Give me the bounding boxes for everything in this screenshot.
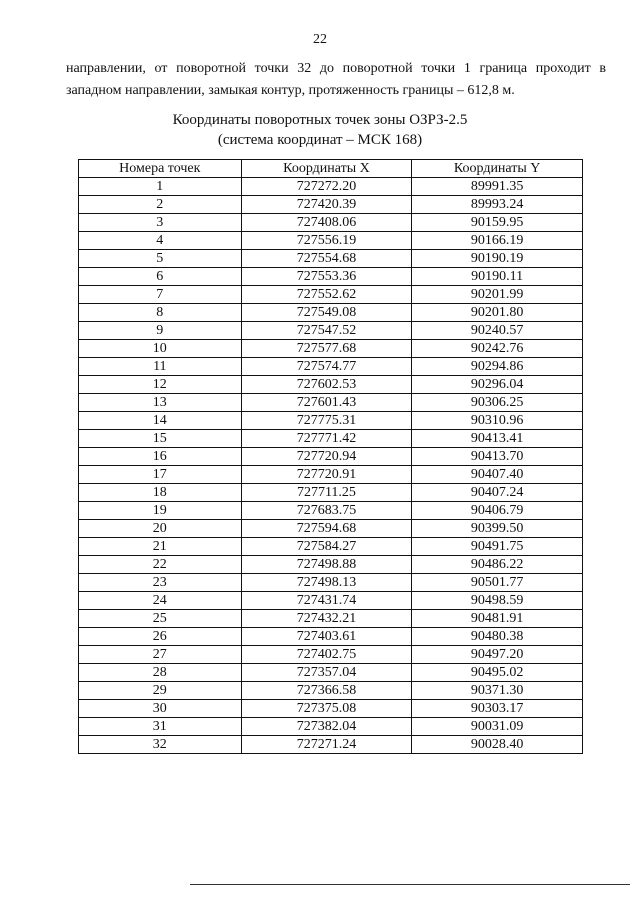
cell-point-number: 32	[79, 736, 242, 754]
cell-coordinate-y: 90407.24	[412, 484, 583, 502]
cell-coordinate-y: 90310.96	[412, 412, 583, 430]
cell-point-number: 11	[79, 358, 242, 376]
cell-coordinate-x: 727771.42	[241, 430, 412, 448]
cell-point-number: 13	[79, 394, 242, 412]
caption-coordinate-system: (система координат – МСК 168)	[217, 132, 423, 148]
cell-point-number: 6	[79, 268, 242, 286]
cell-point-number: 9	[79, 322, 242, 340]
table-row	[79, 538, 583, 556]
cell-coordinate-x: 727432.21	[241, 610, 412, 628]
cell-point-number: 10	[79, 340, 242, 358]
table-row	[79, 718, 583, 736]
cell-coordinate-y: 90480.38	[412, 628, 583, 646]
cell-point-number: 30	[79, 700, 242, 718]
cell-coordinate-y: 90497.20	[412, 646, 583, 664]
cell-coordinate-x: 727420.39	[241, 196, 412, 214]
table-row	[79, 304, 583, 322]
cell-coordinate-y: 90242.76	[412, 340, 583, 358]
cell-coordinate-x: 727584.27	[241, 538, 412, 556]
cell-coordinate-x: 727403.61	[241, 628, 412, 646]
cell-coordinate-x: 727720.94	[241, 448, 412, 466]
cell-coordinate-x: 727720.91	[241, 466, 412, 484]
cell-coordinate-y: 90407.40	[412, 466, 583, 484]
header-coordinate-x: Координаты X	[241, 160, 412, 178]
cell-coordinate-y: 90240.57	[412, 322, 583, 340]
cell-coordinate-x: 727547.52	[241, 322, 412, 340]
table-row	[79, 232, 583, 250]
coordinates-table	[78, 159, 583, 754]
cell-coordinate-x: 727431.74	[241, 592, 412, 610]
cell-coordinate-x: 727711.25	[241, 484, 412, 502]
cell-coordinate-y: 90371.30	[412, 682, 583, 700]
cell-point-number: 27	[79, 646, 242, 664]
table-row	[79, 700, 583, 718]
table-row	[79, 664, 583, 682]
cell-coordinate-x: 727408.06	[241, 214, 412, 232]
cell-point-number: 4	[79, 232, 242, 250]
table-row	[79, 412, 583, 430]
cell-coordinate-x: 727556.19	[241, 232, 412, 250]
table-row	[79, 340, 583, 358]
cell-point-number: 22	[79, 556, 242, 574]
cell-coordinate-y: 90501.77	[412, 574, 583, 592]
header-coordinate-y: Координаты Y	[412, 160, 583, 178]
cell-point-number: 24	[79, 592, 242, 610]
table-row	[79, 556, 583, 574]
table-row	[79, 196, 583, 214]
table-row	[79, 502, 583, 520]
table-row	[79, 628, 583, 646]
table-row	[79, 214, 583, 232]
cell-point-number: 3	[79, 214, 242, 232]
cell-coordinate-y: 90495.02	[412, 664, 583, 682]
cell-coordinate-y: 90413.70	[412, 448, 583, 466]
cell-coordinate-x: 727574.77	[241, 358, 412, 376]
cell-coordinate-x: 727271.24	[241, 736, 412, 754]
table-row	[79, 448, 583, 466]
cell-point-number: 29	[79, 682, 242, 700]
cell-point-number: 8	[79, 304, 242, 322]
table-row	[79, 358, 583, 376]
cell-coordinate-y: 90486.22	[412, 556, 583, 574]
cell-point-number: 21	[79, 538, 242, 556]
cell-coordinate-x: 727402.75	[241, 646, 412, 664]
table-row	[79, 250, 583, 268]
cell-coordinate-y: 90201.99	[412, 286, 583, 304]
cell-coordinate-x: 727577.68	[241, 340, 412, 358]
cell-coordinate-y: 90201.80	[412, 304, 583, 322]
cell-coordinate-x: 727554.68	[241, 250, 412, 268]
table-caption	[0, 110, 640, 150]
cell-point-number: 18	[79, 484, 242, 502]
cell-coordinate-y: 89991.35	[412, 178, 583, 196]
cell-coordinate-y: 90399.50	[412, 520, 583, 538]
cell-coordinate-y: 90031.09	[412, 718, 583, 736]
cell-coordinate-y: 89993.24	[412, 196, 583, 214]
cell-coordinate-x: 727594.68	[241, 520, 412, 538]
cell-point-number: 25	[79, 610, 242, 628]
cell-point-number: 12	[79, 376, 242, 394]
cell-coordinate-x: 727683.75	[241, 502, 412, 520]
cell-coordinate-y: 90190.19	[412, 250, 583, 268]
table-row	[79, 682, 583, 700]
cell-point-number: 20	[79, 520, 242, 538]
cell-coordinate-x: 727601.43	[241, 394, 412, 412]
cell-coordinate-x: 727357.04	[241, 664, 412, 682]
cell-coordinate-y: 90481.91	[412, 610, 583, 628]
cell-coordinate-y: 90294.86	[412, 358, 583, 376]
intro-paragraph: направлении, от поворотной точки 32 до поворотной точки 1 граница проходит в западном направлении, замыкая контур, протяженность границы – 612,8 м.	[66, 61, 606, 98]
cell-coordinate-x: 727553.36	[241, 268, 412, 286]
table-row	[79, 736, 583, 754]
cell-point-number: 2	[79, 196, 242, 214]
cell-coordinate-y: 90413.41	[412, 430, 583, 448]
cell-coordinate-x: 727498.13	[241, 574, 412, 592]
cell-coordinate-x: 727602.53	[241, 376, 412, 394]
cell-coordinate-y: 90498.59	[412, 592, 583, 610]
cell-coordinate-x: 727552.62	[241, 286, 412, 304]
table-row	[79, 610, 583, 628]
cell-coordinate-y: 90406.79	[412, 502, 583, 520]
cell-point-number: 31	[79, 718, 242, 736]
cell-point-number: 23	[79, 574, 242, 592]
cell-point-number: 15	[79, 430, 242, 448]
cell-point-number: 16	[79, 448, 242, 466]
table-row	[79, 592, 583, 610]
cell-coordinate-x: 727375.08	[241, 700, 412, 718]
table-row	[79, 322, 583, 340]
cell-coordinate-y: 90028.40	[412, 736, 583, 754]
cell-point-number: 28	[79, 664, 242, 682]
cell-coordinate-x: 727498.88	[241, 556, 412, 574]
cell-point-number: 5	[79, 250, 242, 268]
cell-coordinate-y: 90166.19	[412, 232, 583, 250]
table-header-row	[79, 160, 583, 178]
table-row	[79, 430, 583, 448]
cell-coordinate-y: 90159.95	[412, 214, 583, 232]
cell-coordinate-y: 90306.25	[412, 394, 583, 412]
cell-coordinate-y: 90190.11	[412, 268, 583, 286]
header-point-number: Номера точек	[79, 160, 242, 178]
table-row	[79, 376, 583, 394]
table-row	[79, 178, 583, 196]
caption-title: Координаты поворотных точек зоны ОЗРЗ-2.5	[172, 112, 468, 128]
page-number: 22	[313, 32, 327, 47]
cell-coordinate-x: 727366.58	[241, 682, 412, 700]
cell-point-number: 19	[79, 502, 242, 520]
cell-point-number: 7	[79, 286, 242, 304]
table-row	[79, 646, 583, 664]
cell-coordinate-x: 727549.08	[241, 304, 412, 322]
cell-coordinate-y: 90296.04	[412, 376, 583, 394]
cell-coordinate-y: 90303.17	[412, 700, 583, 718]
table-row	[79, 520, 583, 538]
cell-coordinate-x: 727272.20	[241, 178, 412, 196]
table-row	[79, 466, 583, 484]
table-row	[79, 484, 583, 502]
cell-coordinate-x: 727775.31	[241, 412, 412, 430]
cell-point-number: 26	[79, 628, 242, 646]
table-row	[79, 574, 583, 592]
cell-coordinate-x: 727382.04	[241, 718, 412, 736]
table-body	[79, 178, 583, 754]
table-row	[79, 268, 583, 286]
cell-point-number: 14	[79, 412, 242, 430]
bottom-rule	[190, 884, 630, 885]
cell-point-number: 17	[79, 466, 242, 484]
cell-coordinate-y: 90491.75	[412, 538, 583, 556]
table-row	[79, 394, 583, 412]
cell-point-number: 1	[79, 178, 242, 196]
table-row	[79, 286, 583, 304]
